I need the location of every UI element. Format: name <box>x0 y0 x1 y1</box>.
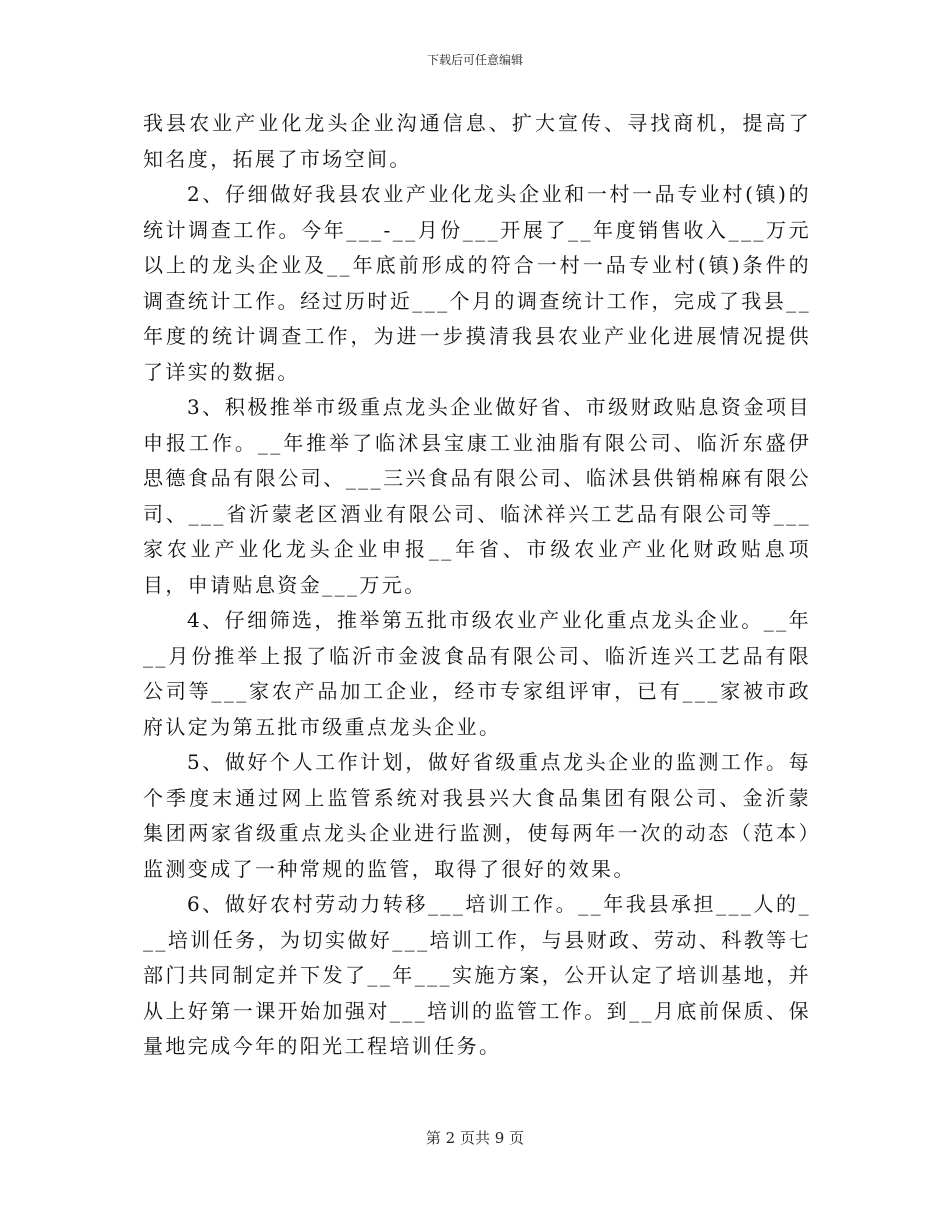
paragraph-continued: 我县农业产业化龙头企业沟通信息、扩大宣传、寻找商机，提高了知名度，拓展了市场空间。 <box>143 111 811 171</box>
page-footer: 第 2 页共 9 页 <box>425 1129 525 1147</box>
paragraph-item-3: 3、积极推举市级重点龙头企业做好省、市级财政贴息资金项目申报工作。__年推举了临沭县宝康工业油脂有限公司、临沂东盛伊思德食品有限公司、___三兴食品有限公司、临沭县供销棉麻有限公司、___省沂蒙老区酒业有限公司、临沭祥兴工艺品有限公司等___家农业产业化龙头企业申报__年省、市级农业产业化财政贴息项目，申请贴息资金___万元。 <box>143 395 811 597</box>
paragraph-item-4: 4、仔细筛选，推举第五批市级农业产业化重点龙头企业。__年__月份推举上报了临沂市金波食品有限公司、临沂连兴工艺品有限公司等___家农产品加工企业，经市专家组评审，已有___家被市政府认定为第五批市级重点龙头企业。 <box>143 608 811 739</box>
page-header: 下载后可任意编辑 <box>426 53 523 67</box>
document-body <box>143 106 811 1065</box>
paragraph-item-5: 5、做好个人工作计划，做好省级重点龙头企业的监测工作。每个季度末通过网上监管系统对我县兴大食品集团有限公司、金沂蒙集团两家省级重点龙头企业进行监测，使每两年一次的动态（范本）监测变成了一种常规的监管，取得了很好的效果。 <box>143 750 811 881</box>
paragraph-item-6: 6、做好农村劳动力转移___培训工作。__年我县承担___人的___培训任务，为切实做好___培训工作，与县财政、劳动、科教等七部门共同制定并下发了__年___实施方案，公开认定了培训基地，并从上好第一课开始加强对___培训的监管工作。到__月底前保质、保量地完成今年的阳光工程培训任务。 <box>143 892 811 1058</box>
paragraph-item-2: 2、仔细做好我县农业产业化龙头企业和一村一品专业村(镇)的统计调查工作。今年___-__月份___开展了__年度销售收入___万元以上的龙头企业及__年底前形成的符合一村一品专业村(镇)条件的调查统计工作。经过历时近___个月的调查统计工作，完成了我县__年度的统计调查工作，为进一步摸清我县农业产业化进展情况提供了详实的数据。 <box>143 182 811 384</box>
